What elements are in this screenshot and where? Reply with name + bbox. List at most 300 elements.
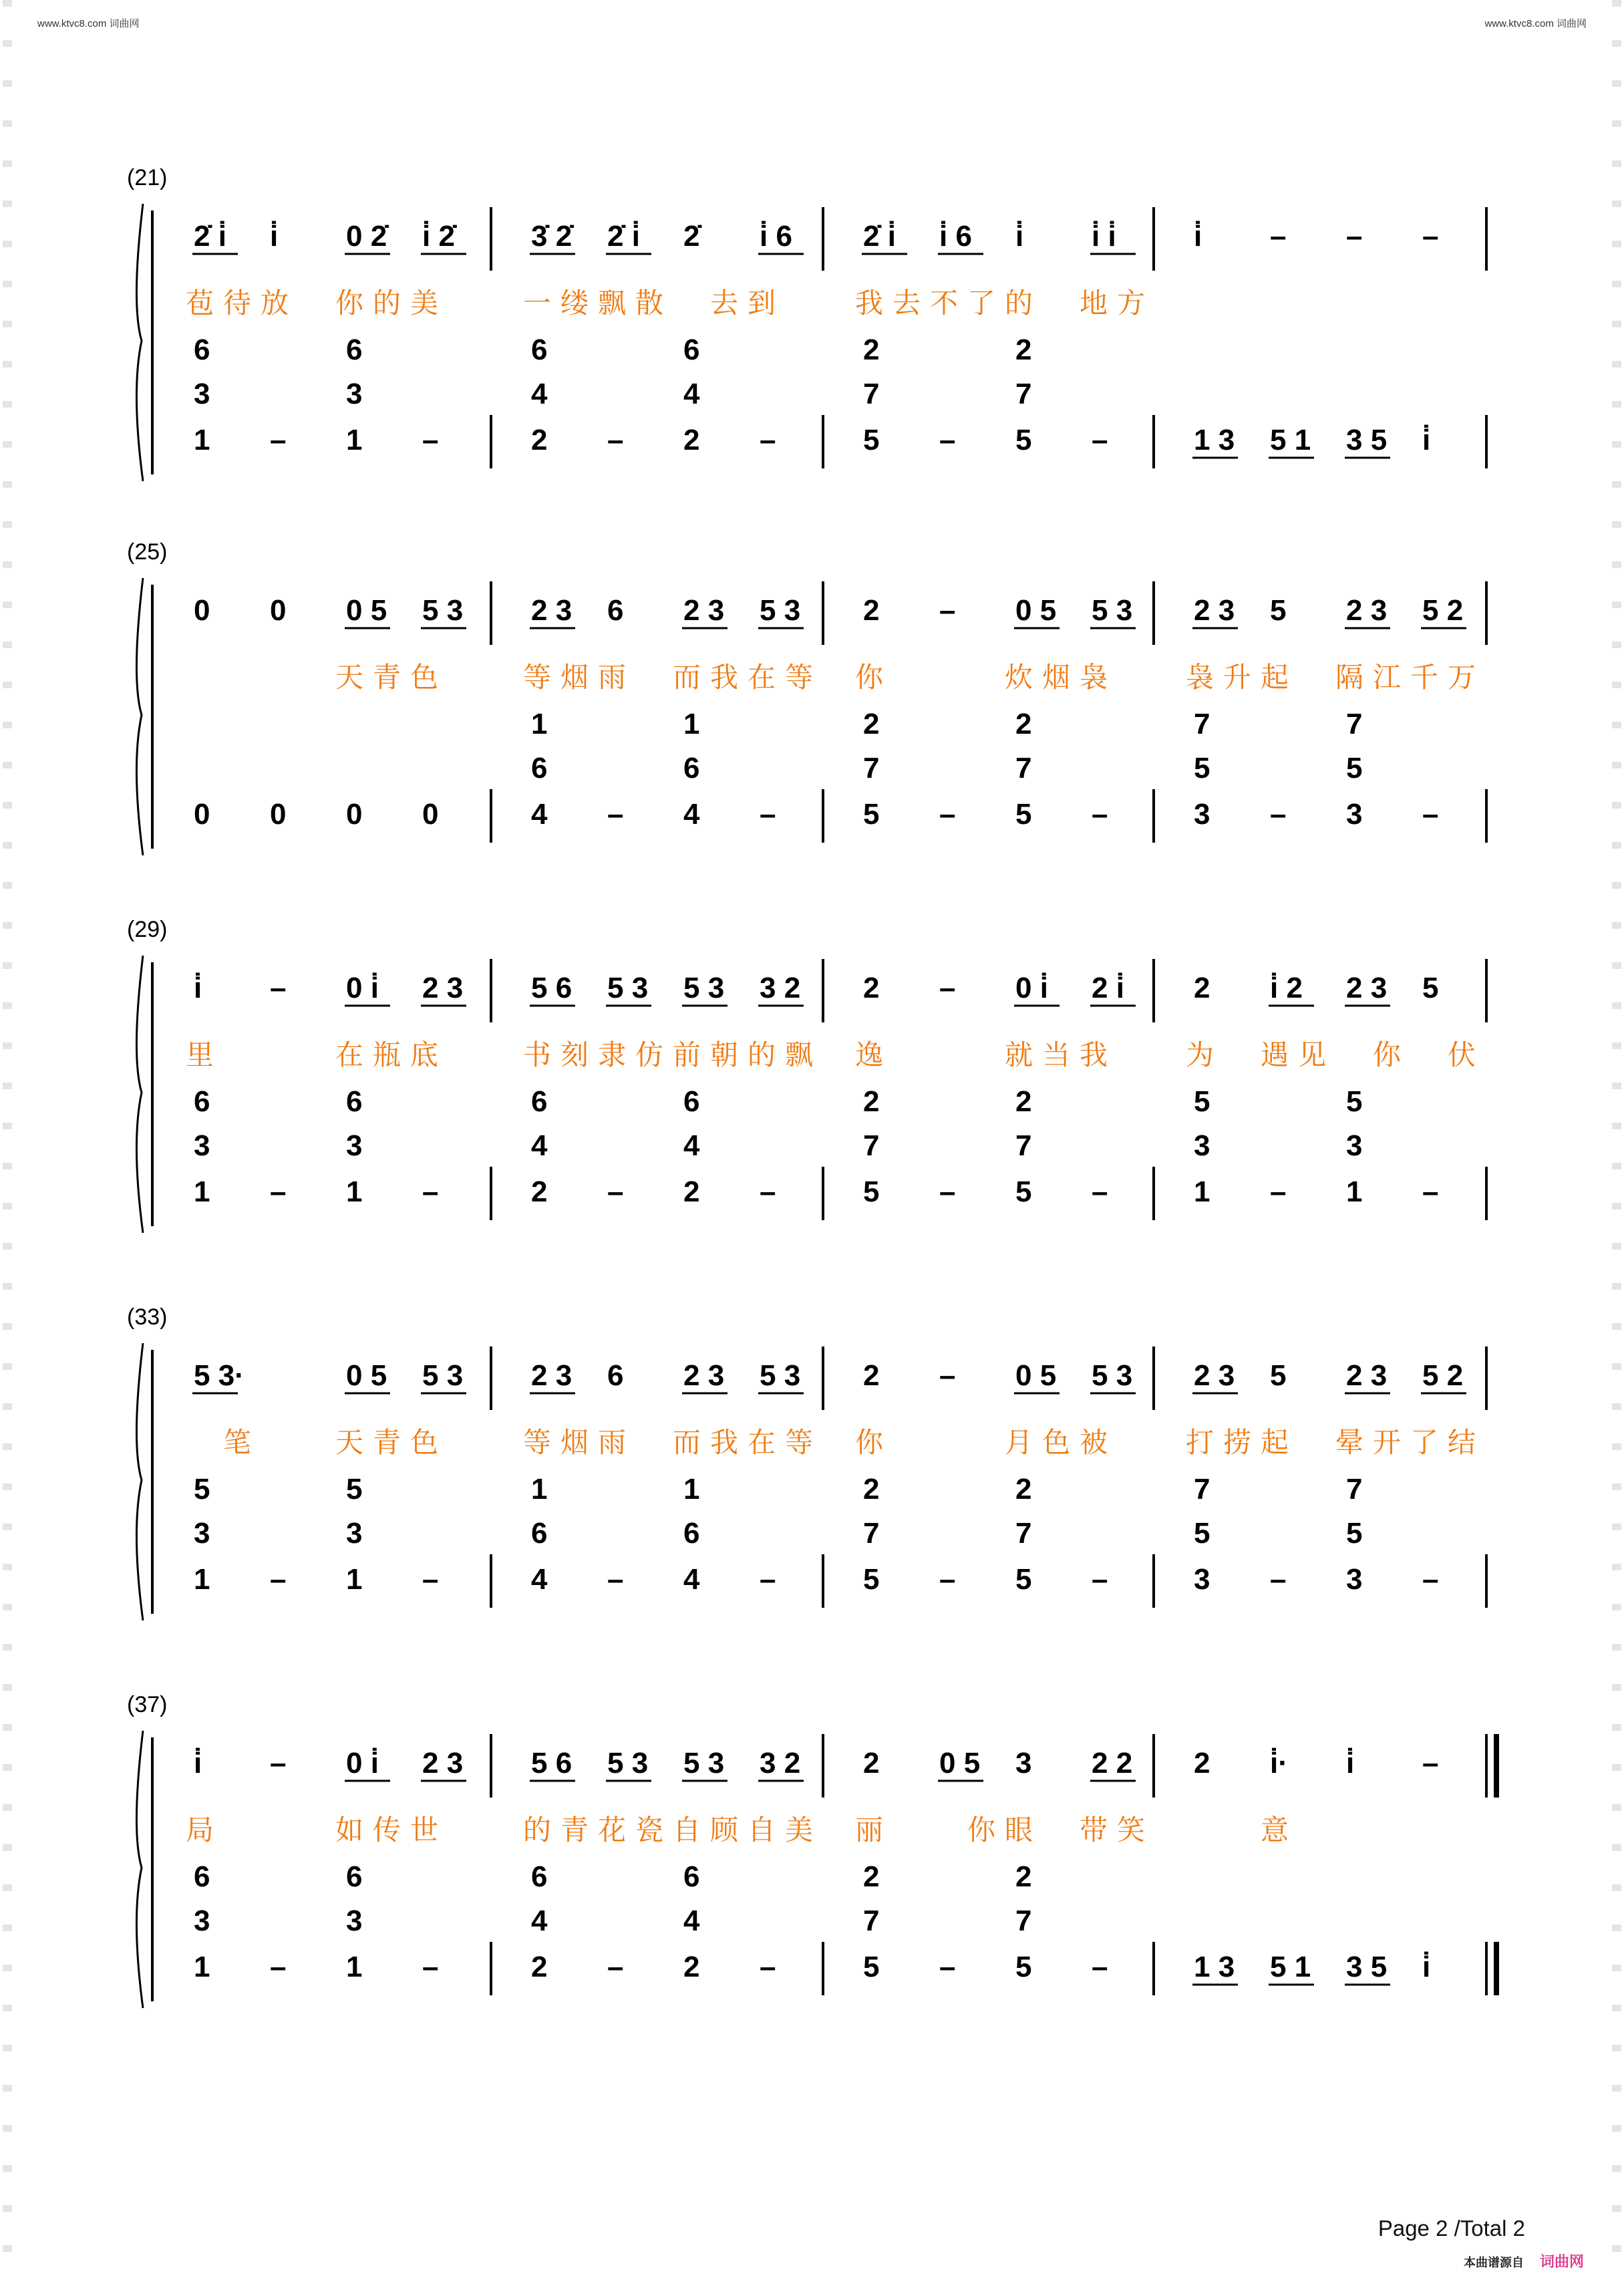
lyric-char: 飘: [785, 1038, 814, 1071]
page-number: Page 2 /Total 2: [1377, 2216, 1525, 2241]
lyric-char: 万: [1448, 661, 1476, 694]
melody-note: i̇: [1346, 1747, 1355, 1779]
chord-note-mid: 3: [346, 1129, 363, 1162]
chord-note-mid: 7: [1015, 1904, 1032, 1937]
chord-note-top: 2: [863, 333, 880, 366]
melody-note: 5: [1270, 594, 1287, 627]
bass-note: i̇: [1422, 1951, 1431, 1983]
melody-note: –: [1422, 1747, 1439, 1779]
melody-note: 2̇ i̇: [194, 220, 226, 253]
melody-note: 2 3: [683, 1359, 725, 1392]
bass-note: 0: [270, 798, 287, 831]
bass-note: –: [1092, 1563, 1108, 1596]
bass-note: 5 1: [1270, 424, 1311, 456]
lyric-char: 升: [1223, 661, 1252, 694]
chord-note-top: 6: [683, 333, 700, 366]
chord-note-top: 6: [194, 333, 210, 366]
bass-note: 2: [531, 1175, 548, 1208]
lyric-char: 逸: [855, 1038, 884, 1071]
lyric-char: 去: [710, 287, 739, 319]
chord-note-top: 6: [531, 333, 548, 366]
lyric-char: 等: [523, 1426, 552, 1459]
bass-note: –: [1092, 1951, 1108, 1983]
measure-number: (21): [127, 165, 168, 190]
site-logo: 词曲网: [1539, 2253, 1584, 2270]
chord-note-top: 2: [863, 1860, 880, 1893]
chord-note-top: 6: [531, 1860, 548, 1893]
melody-note: 5 3: [1092, 594, 1133, 627]
lyric-char: 烟: [1042, 661, 1071, 694]
bass-note: 3 5: [1346, 1951, 1388, 1983]
bass-note: 2: [531, 424, 548, 456]
melody-note: 2 3: [1346, 1359, 1388, 1392]
chord-note-top: 1: [531, 1473, 548, 1506]
chord-note-top: 6: [346, 1860, 363, 1893]
chord-note-top: 1: [683, 1473, 700, 1506]
chord-note-top: 6: [194, 1860, 210, 1893]
melody-note: i̇ 2: [1270, 972, 1303, 1004]
lyric-char: 就: [1005, 1038, 1033, 1071]
lyric-char: 仿: [635, 1038, 664, 1071]
lyric-char: 月: [1005, 1426, 1033, 1459]
bass-note: 1: [194, 424, 210, 456]
bass-note: 5: [1015, 1563, 1032, 1596]
bass-note: 4: [683, 798, 700, 831]
bass-note: –: [939, 1563, 956, 1596]
melody-note: 5 2: [1422, 1359, 1464, 1392]
lyric-char: 了: [967, 287, 996, 319]
lyric-char: 天: [335, 661, 364, 694]
melody-note: 0 5: [346, 1359, 387, 1392]
bass-note: –: [607, 798, 624, 831]
melody-note: 0 5: [939, 1747, 981, 1779]
lyric-char: 前: [673, 1038, 701, 1071]
chord-note-top: 6: [346, 1085, 363, 1118]
lyric-char: 色: [1042, 1426, 1071, 1459]
lyric-char: 带: [1080, 1814, 1108, 1846]
bass-note: 1: [194, 1563, 210, 1596]
chord-note-mid: 5: [1194, 752, 1210, 784]
lyric-char: 隔: [1335, 661, 1364, 694]
chord-note-mid: 3: [1346, 1129, 1363, 1162]
bass-note: 2: [683, 1951, 700, 1983]
lyric-char: 为: [1186, 1038, 1214, 1071]
lyric-char: 传: [373, 1814, 401, 1846]
system-brace: [136, 204, 143, 481]
bass-note: –: [939, 424, 956, 456]
chord-note-top: 7: [1346, 1473, 1363, 1506]
bass-note: –: [607, 1563, 624, 1596]
lyric-char: 书: [523, 1038, 552, 1071]
chord-note-top: 5: [194, 1473, 210, 1506]
lyric-char: 打: [1186, 1426, 1214, 1459]
lyric-char: 色: [410, 661, 439, 694]
melody-note: 2 3: [422, 972, 464, 1004]
system-brace: [136, 1731, 143, 2008]
lyric-char: 丽: [855, 1814, 884, 1846]
bass-note: –: [607, 1175, 624, 1208]
melody-note: 2 3: [531, 1359, 573, 1392]
melody-note: 2 2: [1092, 1747, 1133, 1779]
lyric-char: 的: [748, 1038, 776, 1071]
lyric-char: 雨: [598, 1426, 627, 1459]
chord-note-top: 2: [863, 708, 880, 740]
measure-number: (29): [127, 917, 168, 942]
lyric-char: 江: [1373, 661, 1402, 694]
bass-note: 3: [1346, 798, 1363, 831]
bass-note: –: [939, 1951, 956, 1983]
melody-note: 0: [270, 594, 287, 627]
lyric-char: 结: [1448, 1426, 1476, 1459]
bass-note: –: [760, 1951, 776, 1983]
lyric-char: 天: [335, 1426, 364, 1459]
chord-note-top: 2: [1015, 1473, 1032, 1506]
bass-note: 1: [194, 1175, 210, 1208]
bass-note: 5: [863, 1563, 880, 1596]
lyric-char: 不: [930, 287, 959, 319]
lyric-char: 青: [373, 661, 401, 694]
chord-note-mid: 3: [346, 1517, 363, 1550]
melody-note: i̇: [1015, 220, 1024, 253]
chord-note-top: 6: [346, 333, 363, 366]
chord-note-top: 1: [531, 708, 548, 740]
bass-note: 5: [1015, 1175, 1032, 1208]
melody-note: 0 5: [346, 594, 387, 627]
lyric-char: 美: [410, 287, 439, 319]
source-label: 本曲谱源自: [1464, 2256, 1524, 2269]
lyric-char: 我: [1080, 1038, 1108, 1071]
chord-note-mid: 4: [531, 1129, 548, 1162]
bass-note: 3: [1346, 1563, 1363, 1596]
melody-note: 0 i̇: [1015, 972, 1048, 1004]
lyric-char: 里: [186, 1038, 214, 1071]
chord-note-mid: 6: [531, 1517, 548, 1550]
chord-note-top: 5: [1194, 1085, 1210, 1118]
melody-note: 0 i̇: [346, 1747, 379, 1779]
melody-note: 3̇ 2̇: [531, 220, 573, 253]
melody-note: 2: [863, 594, 880, 627]
lyric-char: 缕: [560, 287, 589, 319]
bass-note: –: [1270, 1175, 1287, 1208]
melody-note: 5 2: [1422, 594, 1464, 627]
system-brace: [136, 578, 143, 855]
system-brace: [136, 1343, 143, 1620]
chord-note-top: 7: [1194, 708, 1210, 740]
melody-note: 5 3·: [194, 1359, 245, 1392]
lyric-char: 你: [967, 1814, 996, 1846]
melody-note: –: [270, 1747, 287, 1779]
lyric-char: 笑: [1117, 1814, 1146, 1846]
chord-note-mid: 4: [531, 378, 548, 410]
bass-note: –: [1092, 798, 1108, 831]
melody-note: i̇ 6: [760, 220, 792, 253]
lyric-char: 等: [523, 661, 552, 694]
bass-note: –: [422, 1563, 439, 1596]
lyric-char: 烟: [560, 1426, 589, 1459]
bass-note: –: [1422, 1563, 1439, 1596]
lyric-char: 你: [855, 661, 884, 694]
chord-note-top: 2: [863, 1085, 880, 1118]
lyric-char: 散: [635, 287, 664, 319]
melody-note: 2̇ i̇: [863, 220, 896, 253]
chord-note-top: 6: [531, 1085, 548, 1118]
lyric-char: 雨: [598, 661, 627, 694]
chord-note-mid: 7: [863, 378, 880, 410]
bass-note: –: [607, 424, 624, 456]
lyric-char: 的: [1005, 287, 1033, 319]
header-left-site: www.ktvc8.com 词曲网: [37, 18, 140, 29]
lyric-char: 一: [523, 287, 552, 319]
lyric-char: 眼: [1005, 1814, 1033, 1846]
melody-note: 5 3: [607, 1747, 649, 1779]
chord-note-top: 2: [1015, 708, 1032, 740]
bass-note: –: [1422, 1175, 1439, 1208]
melody-note: 2̇ i̇: [607, 220, 640, 253]
chord-note-mid: 5: [1346, 1517, 1363, 1550]
bass-note: 5: [1015, 424, 1032, 456]
melody-note: 2: [863, 1359, 880, 1392]
melody-note: –: [939, 1359, 956, 1392]
chord-note-top: 2: [1015, 1085, 1032, 1118]
chord-note-mid: 4: [683, 378, 700, 410]
lyric-char: 当: [1042, 1038, 1071, 1071]
lyric-char: 青: [560, 1814, 589, 1846]
melody-note: i̇: [1194, 220, 1202, 253]
bass-note: –: [1092, 1175, 1108, 1208]
chord-note-top: 6: [683, 1860, 700, 1893]
lyric-char: 的: [373, 287, 401, 319]
bass-note: –: [607, 1951, 624, 1983]
lyric-char: 青: [373, 1426, 401, 1459]
lyric-char: 隶: [598, 1038, 627, 1071]
bass-note: –: [760, 1563, 776, 1596]
melody-note: –: [939, 594, 956, 627]
melody-note: 3: [1015, 1747, 1032, 1779]
lyric-char: 世: [410, 1814, 439, 1846]
chord-note-top: 1: [683, 708, 700, 740]
bass-note: 0: [194, 798, 210, 831]
melody-note: 2̇: [683, 220, 700, 253]
chord-note-mid: 3: [194, 1517, 210, 1550]
bass-note: 5 1: [1270, 1951, 1311, 1983]
bass-note: –: [1270, 798, 1287, 831]
melody-note: 5 3: [760, 594, 801, 627]
melody-note: 5 6: [531, 1747, 573, 1779]
chord-note-mid: 3: [194, 1904, 210, 1937]
melody-note: 5: [1422, 972, 1439, 1004]
melody-note: 5 3: [422, 1359, 464, 1392]
lyric-char: 苞: [186, 287, 214, 319]
chord-note-mid: 5: [1194, 1517, 1210, 1550]
chord-note-top: 7: [1346, 708, 1363, 740]
lyric-char: 千: [1410, 661, 1439, 694]
bass-note: 3: [1194, 798, 1210, 831]
bass-note: 1: [346, 424, 363, 456]
bass-note: 5: [1015, 1951, 1032, 1983]
lyric-char: 自: [748, 1814, 776, 1846]
bass-note: –: [1422, 798, 1439, 831]
melody-note: 2 3: [1194, 594, 1235, 627]
melody-note: 6: [607, 594, 624, 627]
measure-number: (37): [127, 1692, 168, 1717]
chord-note-top: 2: [1015, 333, 1032, 366]
melody-note: 5: [1270, 1359, 1287, 1392]
chord-note-top: 5: [346, 1473, 363, 1506]
bass-note: 0: [346, 798, 363, 831]
chord-note-mid: 7: [1015, 1517, 1032, 1550]
lyric-char: 地: [1080, 287, 1108, 319]
lyric-char: 等: [785, 661, 814, 694]
melody-note: 2: [1194, 972, 1210, 1004]
melody-note: –: [270, 972, 287, 1004]
melody-note: 2 3: [1194, 1359, 1235, 1392]
bass-note: 5: [863, 798, 880, 831]
melody-note: 2: [863, 1747, 880, 1779]
chord-note-mid: 4: [683, 1129, 700, 1162]
bass-note: i̇: [1422, 424, 1431, 456]
lyric-char: 你: [1373, 1038, 1402, 1071]
chord-note-mid: 4: [683, 1904, 700, 1937]
lyric-char: 烟: [560, 661, 589, 694]
lyric-char: 待: [223, 287, 252, 319]
chord-note-mid: 4: [531, 1904, 548, 1937]
bass-note: 4: [531, 1563, 548, 1596]
melody-note: 3 2: [760, 1747, 801, 1779]
lyric-char: 伏: [1448, 1038, 1476, 1071]
melody-note: i̇·: [1270, 1747, 1288, 1779]
bass-note: –: [1270, 1563, 1287, 1596]
melody-note: 0 5: [1015, 594, 1057, 627]
bass-note: 1: [346, 1563, 363, 1596]
bass-note: 4: [531, 798, 548, 831]
melody-note: 5 6: [531, 972, 573, 1004]
lyric-char: 而: [673, 661, 701, 694]
lyric-char: 色: [410, 1426, 439, 1459]
chord-note-top: 2: [1015, 1860, 1032, 1893]
lyric-char: 底: [410, 1038, 439, 1071]
lyric-char: 开: [1373, 1426, 1402, 1459]
lyric-char: 放: [261, 287, 289, 319]
bass-note: –: [270, 1175, 287, 1208]
melody-note: –: [1346, 220, 1363, 253]
chord-note-top: 7: [1194, 1473, 1210, 1506]
lyric-char: 遇: [1261, 1038, 1289, 1071]
melody-note: 2 3: [1346, 972, 1388, 1004]
bass-note: 2: [531, 1951, 548, 1983]
melody-note: i̇ i̇: [1092, 220, 1116, 253]
chord-note-mid: 7: [863, 1129, 880, 1162]
melody-note: 0: [194, 594, 210, 627]
chord-note-mid: 3: [346, 1904, 363, 1937]
melody-note: 0 5: [1015, 1359, 1057, 1392]
bass-note: –: [422, 1951, 439, 1983]
lyric-char: 而: [673, 1426, 701, 1459]
melody-note: 0 2̇: [346, 220, 387, 253]
melody-note: 0 i̇: [346, 972, 379, 1004]
bass-note: 1: [1194, 1175, 1210, 1208]
chord-note-mid: 3: [194, 378, 210, 410]
melody-note: 2 3: [422, 1747, 464, 1779]
melody-note: 2: [1194, 1747, 1210, 1779]
lyric-char: 局: [186, 1814, 214, 1846]
chord-note-mid: 6: [531, 752, 548, 784]
bass-note: 1 3: [1194, 424, 1235, 456]
melody-note: –: [1270, 220, 1287, 253]
lyric-char: 捞: [1223, 1426, 1252, 1459]
bass-note: 1: [346, 1951, 363, 1983]
chord-note-mid: 7: [863, 1517, 880, 1550]
lyric-char: 晕: [1335, 1426, 1364, 1459]
bass-note: 3: [1194, 1563, 1210, 1596]
melody-note: 5 3: [760, 1359, 801, 1392]
bass-note: –: [939, 1175, 956, 1208]
bass-note: 2: [683, 1175, 700, 1208]
lyric-char: 袅: [1080, 661, 1108, 694]
bass-note: 3 5: [1346, 424, 1388, 456]
lyric-char: 我: [855, 287, 884, 319]
chord-note-mid: 7: [1015, 752, 1032, 784]
melody-note: 5 3: [1092, 1359, 1133, 1392]
bass-note: –: [760, 1175, 776, 1208]
chord-note-mid: 7: [1015, 1129, 1032, 1162]
lyric-char: 方: [1117, 287, 1146, 319]
bass-note: 2: [683, 424, 700, 456]
lyric-char: 自: [673, 1814, 701, 1846]
melody-note: 2 3: [683, 594, 725, 627]
chord-note-top: 5: [1346, 1085, 1363, 1118]
bass-note: 0: [422, 798, 439, 831]
melody-note: 5 3: [683, 1747, 725, 1779]
lyric-char: 到: [748, 287, 776, 319]
chord-note-mid: 7: [863, 752, 880, 784]
lyric-char: 了: [1410, 1426, 1439, 1459]
lyric-char: 朝: [710, 1038, 739, 1071]
bass-note: 1: [1346, 1175, 1363, 1208]
chord-note-top: 6: [194, 1085, 210, 1118]
melody-note: 2 3: [531, 594, 573, 627]
chord-note-mid: 7: [1015, 378, 1032, 410]
melody-note: 6: [607, 1359, 624, 1392]
bass-note: 5: [863, 1951, 880, 1983]
bass-note: –: [422, 424, 439, 456]
lyric-char: 等: [785, 1426, 814, 1459]
lyric-char: 在: [335, 1038, 364, 1071]
bass-note: –: [270, 1563, 287, 1596]
lyric-char: 飘: [598, 287, 627, 319]
chord-note-mid: 6: [683, 752, 700, 784]
melody-note: i̇ 2̇: [422, 220, 455, 253]
bass-note: 5: [863, 424, 880, 456]
lyric-char: 我: [710, 1426, 739, 1459]
melody-note: –: [1422, 220, 1439, 253]
chord-note-mid: 7: [863, 1904, 880, 1937]
lyric-char: 在: [748, 1426, 776, 1459]
melody-note: i̇ 6: [939, 220, 972, 253]
lyric-char: 起: [1261, 661, 1289, 694]
bass-note: 1 3: [1194, 1951, 1235, 1983]
lyric-char: 意: [1261, 1814, 1289, 1846]
lyric-char: 瓶: [373, 1038, 401, 1071]
melody-note: i̇: [194, 1747, 202, 1779]
melody-note: 2 i̇: [1092, 972, 1124, 1004]
melody-note: 5 3: [607, 972, 649, 1004]
lyric-char: 炊: [1005, 661, 1033, 694]
bass-note: –: [939, 798, 956, 831]
melody-note: 5 3: [422, 594, 464, 627]
lyric-char: 花: [598, 1814, 627, 1846]
chord-note-mid: 5: [1346, 752, 1363, 784]
lyric-char: 见: [1298, 1038, 1327, 1071]
